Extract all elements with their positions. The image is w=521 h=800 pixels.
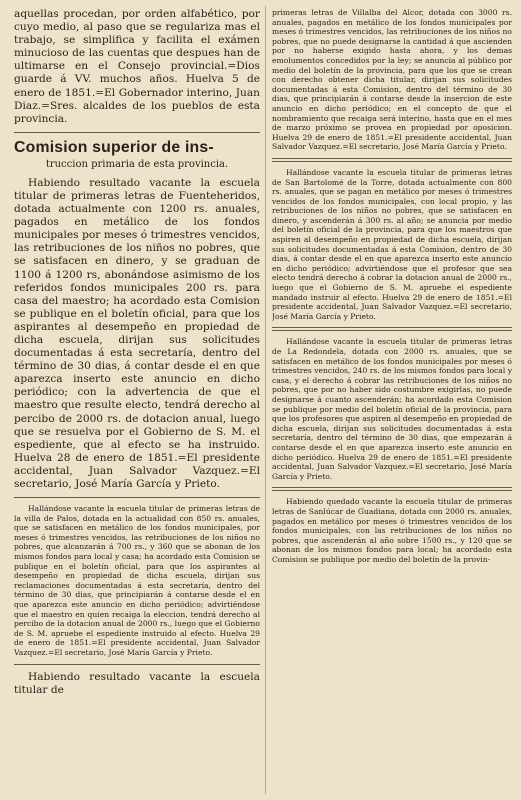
notice-palos: Hallándose vacante la escuela titular de primeras letras de la villa de Palos, dotada en la actualidad con 850 rs. anuales, que se satisfacen en metálico de los fondos municipales, por meses ó trimestres vencidos, las retribuciones de los niños no pobres, que alcanzarán á 700 rs., y 360 que se abonan de los mismos fondos para local y casa; ha acordado esta Comision se publique en el boletín oficial, para que los aspirantes al desempeño en propiedad de dicha escuela, dirijan sus reclamaciones documentadas á esta secretaría, dentro del término de 30 dias, que principiarán á contarse desde el en que aparezca este anuncio en dicho periódico; advirtiéndose que el maestro en quien recaiga la eleccion, tendrá derecho al percibo de la dotacion anual de 2000 rs., luego que el Gobierno de S. M. apruebe el espediente instruido al efecto. Huelva 29 de enero de 1851.=El presidente accidental, Juan Salvador Vazquez.=El secretario, José María García y Prieto. [14, 504, 260, 657]
notice-san-bartolome: Hallándose vacante la escuela titular de primeras letras de San Bartolomé de la Torre, dotada actualmente con 800 rs. anuales, que se pagan en metálico por meses ó trimestres vencidos de los fondos municipales, con local propio, y las retribuciones de los niños no pobres, que se satisfacen en dinero, y ascenderán á 300 rs. al año; se anuncia por medio del boletín oficial de la provincia, para que los maestros que aspiren al desempeño en propiedad de dicha escuela, dirijan sus solicitudes documentadas á esta Comision, dentro de 30 dias, á contar desde el en que aparezca inserto este anuncio en dicho periódico; advirtiéndose que el profesor que sea electo tendrá derecho á cobrar la dotacion anual de 2000 rs., luego que el Gobierno de S. M. apruebe el espediente mandado instruir al efecto. Huelva 29 de enero de 1851.=El presidente accidental, Juan Salvador Vazquez.=El secretario, José María García y Prieto. [272, 167, 512, 321]
right-column [272, 8, 512, 794]
section-rule [14, 132, 260, 133]
notice-rule [272, 487, 512, 491]
section-subheading: truccion primaria de esta provincia. [45, 158, 229, 170]
notice-fuenteheridos: Habiendo resultado vacante la escuela titular de primeras letras de Fuenteheridos, dotada actualmente con 1200 rs. anuales, pagados en metálico de los fondos municipales por meses ó trimestres vencidos, las retribuciones de los niños no pobres, que se satisfacen en dinero, y se graduan de 1100 á 1200 rs, abonándose asimismo de los referidos fondos municipales 200 rs. para casa del maestro; ha acordado esta Comision se publique en el boletín oficial, para que los aspirantes al desempeño en propiedad de dicha escuela, dirijan sus solicitudes documentadas á esta secretaría, dentro del término de 30 dias, á contar desde el en que aparezca inserto este anuncio en dicho periódico; con la advertencia de que el maestro que resulte electo, tendrá derecho al percibo de 2000 rs. de dotacion anual, luego que se resuelva por el Gobierno de S. M. el espediente, que al efecto se ha instruido. Huelva 28 de enero de 1851.=El presidente accidental, Juan Salvador Vazquez.=El secretario, José María García y Prieto. [14, 176, 260, 490]
notice-continued: Habiendo resultado vacante la escuela titular de [14, 670, 260, 696]
notice-rule [272, 158, 512, 162]
column-divider [265, 6, 266, 794]
section-heading: Comision superior de ins- [14, 138, 214, 156]
notice-rule [14, 497, 260, 498]
notice-redondela: Hallándose vacante la escuela titular de primeras letras de La Redondela, dotada con 2000 rs. anuales, que se satisfacen en metálico de los fondos municipales por meses ó trimestres vencidos, 240 rs. de los mismos fondos para local y casa, y el derecho á cobrar las retribuciones de los niños no pobres, que por no haber sido costumbre exigirlas, no puede designarse á cuanto ascenderán; ha acordado esta Comision se publique por medio del boletín oficial de la provincia, para que los profesores que aspiren al desempeño en propiedad de dicha escuela, dirijan sus solicitudes documentadas á esta secretaría, dentro del término de 30 dias, que empezarán á contarse desde el en que aparezca inserto este anuncio en dicho periódico. Huelva 29 de enero de 1851.=El presidente accidental, Juan Salvador Vazquez.=El secretario, José María García y Prieto. [272, 337, 512, 481]
intro-paragraph: aquellas procedan, por orden alfabético, por cuyo medio, al paso que se regulariza mas el trabajo, se simplifica y facilita el exámen minucioso de las cuentas que despues han de ultimarse en el Consejo provincial.=Dios guarde á VV. muchos años. Huelva 5 de enero de 1851.=El Gobernador interino, Juan Diaz.=Sres. alcaldes de los pueblos de esta provincia. [14, 8, 260, 125]
notice-villalba: primeras letras de Villalba del Alcor, dotada con 3000 rs. anuales, pagados en metálico de los fondos municipales por meses ó trimestres vencidos, las retribuciones de los niños no pobres, que no puede designarse la cantidad á que ascienden por no haberse exigido hasta ahora, y los demas emolumentos concedidos por la ley; se anuncia al público por medio del boletín de la provincia, para que los que se crean con derecho obtener dicha titular, dirijan sus solicitudes documentadas á esta Comision, dentro del término de 30 dias, que principiarán á contarse desde la insercion de este anuncio en dicho periódico; en el concepto de que el nombramiento que recaiga será interino, hasta que en el mes de marzo próximo se provea en propiedad por oposicion. Huelva 29 de enero de 1851.=El presidente accidental, Juan Salvador Vazquez.=El secretario, José María García y Prieto. [272, 8, 512, 152]
notice-rule [272, 327, 512, 331]
notice-rule [14, 664, 260, 665]
notice-sanlucar: Habiendo quedado vacante la escuela titular de primeras letras de Sanlúcar de Guadiana, dotada con 2000 rs. anuales, pagados en metálico por meses ó trimestres vencidos de los fondos municipales, con las retribuciones de los niños no pobres, que ascenderán al año sobre 1500 rs., y 120 que se abonan de los mismos fondos para local; ha acordado esta Comision se publique por medio del boletín de la provin- [272, 497, 512, 564]
left-column [14, 8, 260, 794]
